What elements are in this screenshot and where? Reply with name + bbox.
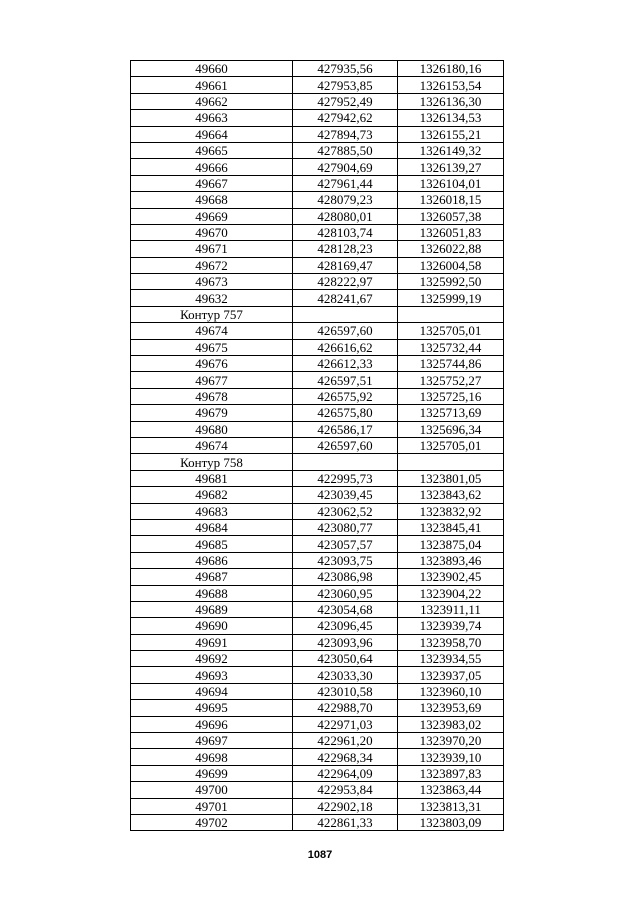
y-coordinate-cell: 1323904,22 xyxy=(398,585,504,601)
table-row xyxy=(131,175,504,191)
table-row xyxy=(131,421,504,437)
x-coordinate-cell: 422961,20 xyxy=(293,733,398,749)
point-id-cell: 49700 xyxy=(131,782,293,798)
table-row xyxy=(131,503,504,519)
y-coordinate-cell: 1323801,05 xyxy=(398,470,504,486)
x-coordinate-cell: 423039,45 xyxy=(293,487,398,503)
point-id-cell: 49682 xyxy=(131,487,293,503)
y-coordinate-cell: 1323953,69 xyxy=(398,700,504,716)
x-coordinate-cell: 426597,51 xyxy=(293,372,398,388)
y-coordinate-cell: 1326139,27 xyxy=(398,159,504,175)
x-coordinate-cell: 422861,33 xyxy=(293,814,398,830)
x-coordinate-cell: 427904,69 xyxy=(293,159,398,175)
point-id-cell: 49674 xyxy=(131,437,293,453)
x-coordinate-cell: 423062,52 xyxy=(293,503,398,519)
table-row xyxy=(131,437,504,453)
x-coordinate-cell: 422971,03 xyxy=(293,716,398,732)
point-id-cell: 49660 xyxy=(131,61,293,77)
y-coordinate-cell: 1323983,02 xyxy=(398,716,504,732)
point-id-cell: 49686 xyxy=(131,552,293,568)
point-id-cell: 49677 xyxy=(131,372,293,388)
x-coordinate-cell: 428079,23 xyxy=(293,192,398,208)
y-coordinate-cell: 1326149,32 xyxy=(398,142,504,158)
point-id-cell: 49698 xyxy=(131,749,293,765)
contour-label: Контур 757 xyxy=(131,306,293,322)
y-coordinate-cell: 1326018,15 xyxy=(398,192,504,208)
x-coordinate-cell: 423093,96 xyxy=(293,634,398,650)
y-coordinate-cell: 1325992,50 xyxy=(398,274,504,290)
y-coordinate-cell: 1323960,10 xyxy=(398,683,504,699)
point-id-cell: 49668 xyxy=(131,192,293,208)
point-id-cell: 49672 xyxy=(131,257,293,273)
point-id-cell: 49689 xyxy=(131,601,293,617)
y-coordinate-cell: 1326153,54 xyxy=(398,77,504,93)
x-coordinate-cell: 423057,57 xyxy=(293,536,398,552)
point-id-cell: 49679 xyxy=(131,405,293,421)
table-row xyxy=(131,93,504,109)
y-coordinate-cell: 1325732,44 xyxy=(398,339,504,355)
table-row xyxy=(131,61,504,77)
point-id-cell: 49661 xyxy=(131,77,293,93)
y-coordinate-cell: 1323875,04 xyxy=(398,536,504,552)
table-row xyxy=(131,257,504,273)
point-id-cell: 49693 xyxy=(131,667,293,683)
table-row xyxy=(131,77,504,93)
table-row xyxy=(131,569,504,585)
empty-cell xyxy=(293,306,398,322)
table-row xyxy=(131,618,504,634)
y-coordinate-cell: 1325696,34 xyxy=(398,421,504,437)
point-id-cell: 49684 xyxy=(131,519,293,535)
x-coordinate-cell: 423033,30 xyxy=(293,667,398,683)
y-coordinate-cell: 1323803,09 xyxy=(398,814,504,830)
point-id-cell: 49699 xyxy=(131,765,293,781)
point-id-cell: 49690 xyxy=(131,618,293,634)
point-id-cell: 49688 xyxy=(131,585,293,601)
table-row xyxy=(131,126,504,142)
table-row xyxy=(131,733,504,749)
y-coordinate-cell: 1323863,44 xyxy=(398,782,504,798)
table-row xyxy=(131,601,504,617)
table-row xyxy=(131,241,504,257)
y-coordinate-cell: 1323937,05 xyxy=(398,667,504,683)
y-coordinate-cell: 1326051,83 xyxy=(398,224,504,240)
table-row xyxy=(131,388,504,404)
table-row xyxy=(131,372,504,388)
x-coordinate-cell: 423050,64 xyxy=(293,651,398,667)
contour-header-row xyxy=(131,306,504,322)
table-row xyxy=(131,405,504,421)
table-row xyxy=(131,323,504,339)
table-row xyxy=(131,634,504,650)
point-id-cell: 49678 xyxy=(131,388,293,404)
x-coordinate-cell: 426586,17 xyxy=(293,421,398,437)
coordinates-table xyxy=(130,60,504,831)
point-id-cell: 49663 xyxy=(131,110,293,126)
x-coordinate-cell: 422964,09 xyxy=(293,765,398,781)
table-row xyxy=(131,290,504,306)
x-coordinate-cell: 426616,62 xyxy=(293,339,398,355)
table-row xyxy=(131,142,504,158)
y-coordinate-cell: 1323939,74 xyxy=(398,618,504,634)
y-coordinate-cell: 1325752,27 xyxy=(398,372,504,388)
y-coordinate-cell: 1325744,86 xyxy=(398,356,504,372)
point-id-cell: 49674 xyxy=(131,323,293,339)
point-id-cell: 49691 xyxy=(131,634,293,650)
point-id-cell: 49669 xyxy=(131,208,293,224)
table-row xyxy=(131,470,504,486)
table-row xyxy=(131,667,504,683)
table-row xyxy=(131,224,504,240)
contour-header-row xyxy=(131,454,504,470)
point-id-cell: 49664 xyxy=(131,126,293,142)
y-coordinate-cell: 1323902,45 xyxy=(398,569,504,585)
x-coordinate-cell: 427952,49 xyxy=(293,93,398,109)
table-row xyxy=(131,700,504,716)
table-row xyxy=(131,356,504,372)
table-row xyxy=(131,339,504,355)
point-id-cell: 49667 xyxy=(131,175,293,191)
x-coordinate-cell: 426597,60 xyxy=(293,323,398,339)
y-coordinate-cell: 1326134,53 xyxy=(398,110,504,126)
y-coordinate-cell: 1323813,31 xyxy=(398,798,504,814)
x-coordinate-cell: 422995,73 xyxy=(293,470,398,486)
x-coordinate-cell: 427935,56 xyxy=(293,61,398,77)
point-id-cell: 49692 xyxy=(131,651,293,667)
x-coordinate-cell: 428222,97 xyxy=(293,274,398,290)
y-coordinate-cell: 1323911,11 xyxy=(398,601,504,617)
point-id-cell: 49702 xyxy=(131,814,293,830)
x-coordinate-cell: 423060,95 xyxy=(293,585,398,601)
y-coordinate-cell: 1323934,55 xyxy=(398,651,504,667)
y-coordinate-cell: 1326057,38 xyxy=(398,208,504,224)
x-coordinate-cell: 423054,68 xyxy=(293,601,398,617)
table-row xyxy=(131,519,504,535)
y-coordinate-cell: 1323939,10 xyxy=(398,749,504,765)
x-coordinate-cell: 422968,34 xyxy=(293,749,398,765)
x-coordinate-cell: 426612,33 xyxy=(293,356,398,372)
point-id-cell: 49685 xyxy=(131,536,293,552)
x-coordinate-cell: 422988,70 xyxy=(293,700,398,716)
table-row xyxy=(131,552,504,568)
table-row xyxy=(131,749,504,765)
table-row xyxy=(131,782,504,798)
y-coordinate-cell: 1325705,01 xyxy=(398,323,504,339)
point-id-cell: 49676 xyxy=(131,356,293,372)
y-coordinate-cell: 1326180,16 xyxy=(398,61,504,77)
x-coordinate-cell: 426575,80 xyxy=(293,405,398,421)
page-number: 1087 xyxy=(307,849,333,861)
point-id-cell: 49696 xyxy=(131,716,293,732)
x-coordinate-cell: 427942,62 xyxy=(293,110,398,126)
point-id-cell: 49665 xyxy=(131,142,293,158)
y-coordinate-cell: 1323893,46 xyxy=(398,552,504,568)
x-coordinate-cell: 428080,01 xyxy=(293,208,398,224)
x-coordinate-cell: 428103,74 xyxy=(293,224,398,240)
y-coordinate-cell: 1323897,83 xyxy=(398,765,504,781)
y-coordinate-cell: 1326004,58 xyxy=(398,257,504,273)
x-coordinate-cell: 428169,47 xyxy=(293,257,398,273)
table-row xyxy=(131,683,504,699)
y-coordinate-cell: 1323832,92 xyxy=(398,503,504,519)
x-coordinate-cell: 428241,67 xyxy=(293,290,398,306)
x-coordinate-cell: 423010,58 xyxy=(293,683,398,699)
y-coordinate-cell: 1326022,88 xyxy=(398,241,504,257)
point-id-cell: 49632 xyxy=(131,290,293,306)
empty-cell xyxy=(398,454,504,470)
x-coordinate-cell: 426575,92 xyxy=(293,388,398,404)
y-coordinate-cell: 1323970,20 xyxy=(398,733,504,749)
table-row xyxy=(131,274,504,290)
x-coordinate-cell: 423093,75 xyxy=(293,552,398,568)
x-coordinate-cell: 422902,18 xyxy=(293,798,398,814)
y-coordinate-cell: 1323843,62 xyxy=(398,487,504,503)
point-id-cell: 49670 xyxy=(131,224,293,240)
y-coordinate-cell: 1323845,41 xyxy=(398,519,504,535)
point-id-cell: 49680 xyxy=(131,421,293,437)
point-id-cell: 49666 xyxy=(131,159,293,175)
y-coordinate-cell: 1326155,21 xyxy=(398,126,504,142)
table-row xyxy=(131,585,504,601)
y-coordinate-cell: 1325705,01 xyxy=(398,437,504,453)
table-row xyxy=(131,487,504,503)
point-id-cell: 49675 xyxy=(131,339,293,355)
table-row xyxy=(131,651,504,667)
y-coordinate-cell: 1325725,16 xyxy=(398,388,504,404)
x-coordinate-cell: 427953,85 xyxy=(293,77,398,93)
table-row xyxy=(131,110,504,126)
x-coordinate-cell: 427894,73 xyxy=(293,126,398,142)
x-coordinate-cell: 423080,77 xyxy=(293,519,398,535)
point-id-cell: 49671 xyxy=(131,241,293,257)
x-coordinate-cell: 422953,84 xyxy=(293,782,398,798)
table-row xyxy=(131,208,504,224)
coordinates-table-body xyxy=(131,61,504,831)
table-row xyxy=(131,192,504,208)
table-row xyxy=(131,159,504,175)
empty-cell xyxy=(398,306,504,322)
x-coordinate-cell: 423096,45 xyxy=(293,618,398,634)
x-coordinate-cell: 427885,50 xyxy=(293,142,398,158)
point-id-cell: 49683 xyxy=(131,503,293,519)
table-row xyxy=(131,798,504,814)
table-row xyxy=(131,536,504,552)
point-id-cell: 49662 xyxy=(131,93,293,109)
point-id-cell: 49681 xyxy=(131,470,293,486)
y-coordinate-cell: 1326136,30 xyxy=(398,93,504,109)
table-row xyxy=(131,814,504,830)
x-coordinate-cell: 428128,23 xyxy=(293,241,398,257)
empty-cell xyxy=(293,454,398,470)
table-row xyxy=(131,765,504,781)
point-id-cell: 49687 xyxy=(131,569,293,585)
contour-label: Контур 758 xyxy=(131,454,293,470)
x-coordinate-cell: 423086,98 xyxy=(293,569,398,585)
table-row xyxy=(131,716,504,732)
y-coordinate-cell: 1325713,69 xyxy=(398,405,504,421)
y-coordinate-cell: 1325999,19 xyxy=(398,290,504,306)
y-coordinate-cell: 1323958,70 xyxy=(398,634,504,650)
point-id-cell: 49701 xyxy=(131,798,293,814)
y-coordinate-cell: 1326104,01 xyxy=(398,175,504,191)
x-coordinate-cell: 427961,44 xyxy=(293,175,398,191)
point-id-cell: 49694 xyxy=(131,683,293,699)
point-id-cell: 49697 xyxy=(131,733,293,749)
x-coordinate-cell: 426597,60 xyxy=(293,437,398,453)
point-id-cell: 49695 xyxy=(131,700,293,716)
point-id-cell: 49673 xyxy=(131,274,293,290)
